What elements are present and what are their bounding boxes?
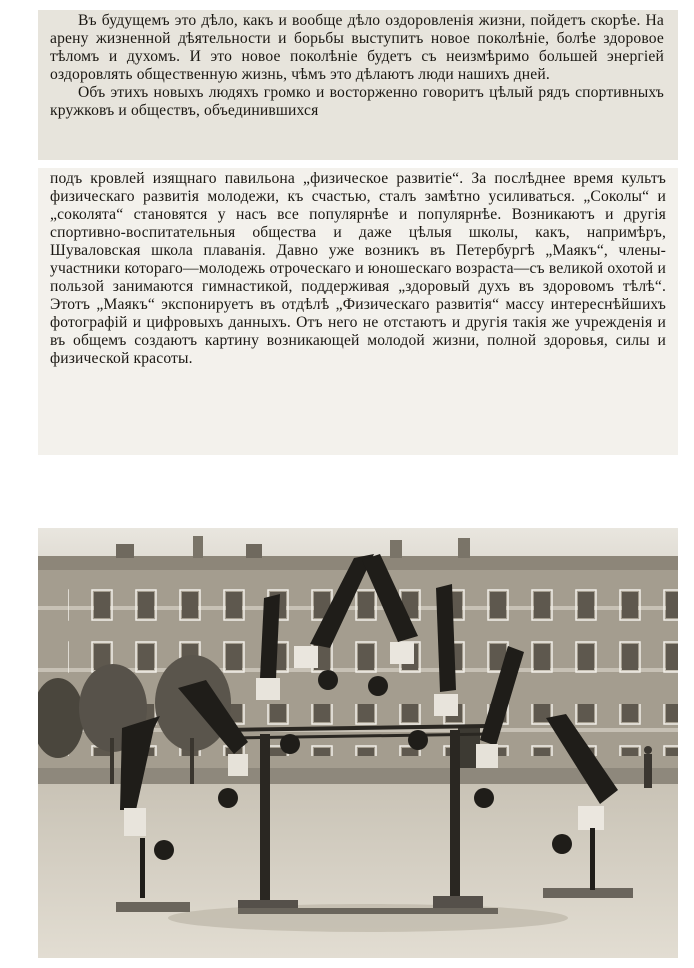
paragraph-future-generation: Въ будущемъ это дѣло, какъ и вообще дѣло оздоровленія жизни, пойдетъ скорѣе. На арену жизненной дѣятельности и борьбы выступитъ новое поколѣніе, болѣе здоровое тѣломъ и духомъ. И это новое поколѣніе будетъ съ неизмѣримо большей энергіей оздоровлять общественную жизнь, чѣмъ это дѣлаютъ люди нашихъ дней. bbox=[50, 12, 664, 83]
text-block-upper bbox=[38, 10, 678, 160]
text-block-lower bbox=[38, 168, 678, 455]
paragraph-sport-circles: Объ этихъ новыхъ людяхъ громко и восторженно говоритъ цѣлый рядъ спортивныхъ кружковъ и обществъ, объединившихся bbox=[50, 84, 664, 119]
photo-illustration bbox=[38, 528, 678, 958]
paragraph-physical-development: подъ кровлей изящнаго павильона „физическое развитіе“. За послѣднее время культъ физическаго развитія молодежи, къ счастью, сталъ замѣтно усиливаться. „Соколы“ и „соколята“ становятся у насъ все популярнѣе и популярнѣе. Возникаютъ и другія спортивно-воспитательныя общества и даже цѣлыя школы, какъ, напримѣръ, Шуваловская школа плаванія. Давно уже возникъ въ Петербургѣ „Маякъ“, члены-участники котораго—молодежь отроческаго и юношескаго возраста—съ великой охотой и пользой занимаются гимнастикой, поддерживая „здоровый духъ въ здоровомъ тѣлѣ“. Этотъ „Маякъ“ экспонируетъ въ отдѣлѣ „Физическаго развитія“ массу интереснѣйшихъ фотографій и цифровыхъ данныхъ. Отъ него не отстаютъ и другія такія же учрежденія и въ общемъ создаютъ картину возникающей молодой жизни, полной здоровья, силы и физической красоты. bbox=[50, 170, 666, 367]
gymnastics-photograph bbox=[38, 528, 678, 958]
